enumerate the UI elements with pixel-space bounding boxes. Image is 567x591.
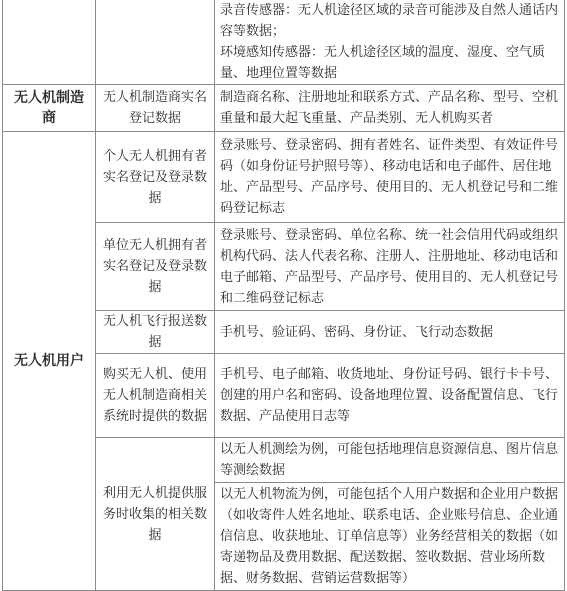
details-cell: 制造商名称、注册地址和联系方式、产品名称、型号、空机重量和最大起飞重量、产品类别、无人机购买者: [215, 85, 565, 132]
table-row: [3, 0, 565, 85]
details-text: 环境感知传感器：无人机途径区域的温度、湿度、空气质量、地理位置等数据: [220, 45, 546, 81]
table-row: [3, 132, 565, 223]
details-cell: 以无人机测绘为例，可能包括地理信息资源信息、图片信息等测绘数据: [215, 438, 565, 483]
entity-cell: 无人机用户: [3, 132, 96, 591]
details-cell: [215, 0, 565, 85]
details-cell: 手机号、电子邮箱、收货地址、身份证号码、银行卡卡号、创建的用户名和密码、设备地理位置、设备配置信息、飞行数据、产品使用日志等: [215, 354, 565, 438]
category-cell: 无人机制造商实名登记数据: [96, 85, 215, 132]
details-text: 录音传感器：无人机途径区域的录音可能涉及自然人通话内容等数据；: [220, 3, 559, 39]
details-cell: 登录账号、登录密码、单位名称、统一社会信用代码或组织机构代码、法人代表名称、注册人、注册地址、移动电话和电子邮箱、产品型号、产品序号、使用目的、无人机登记号和二维码登记标志: [215, 223, 565, 311]
details-cell: 手机号、验证码、密码、身份证、飞行动态数据: [215, 311, 565, 354]
details-cell: 以无人机物流为例，可能包括个人用户数据和企业用户数据（如收寄件人姓名地址、联系电话、企业账号信息、企业通信信息、收获地址、订单信息等）业务经营相关的数据（如寄递物品及费用数据、配送数据、签收数据、营业场所数据、财务数据、营销运营数据等）: [215, 483, 565, 591]
entity-cell: 无人机制造商: [3, 85, 96, 132]
category-cell: 利用无人机提供服务时收集的相关数据: [96, 438, 215, 591]
category-cell: 个人无人机拥有者实名登记及登录数据: [96, 132, 215, 223]
category-cell-empty: [96, 0, 215, 85]
details-cell: 登录账号、登录密码、拥有者姓名、证件类型、有效证件号码（如身份证号护照号等）、移动电话和电子邮件、居住地址、产品型号、产品序号、使用目的、无人机登记号和二维码登记标志: [215, 132, 565, 223]
category-cell: 购买无人机、使用无人机制造商相关系统时提供的数据: [96, 354, 215, 438]
category-cell: 无人机飞行报送数据: [96, 311, 215, 354]
category-cell: 单位无人机拥有者实名登记及登录数据: [96, 223, 215, 311]
entity-cell-empty: [3, 0, 96, 85]
table-row: [3, 85, 565, 132]
data-classification-table: [2, 0, 565, 591]
